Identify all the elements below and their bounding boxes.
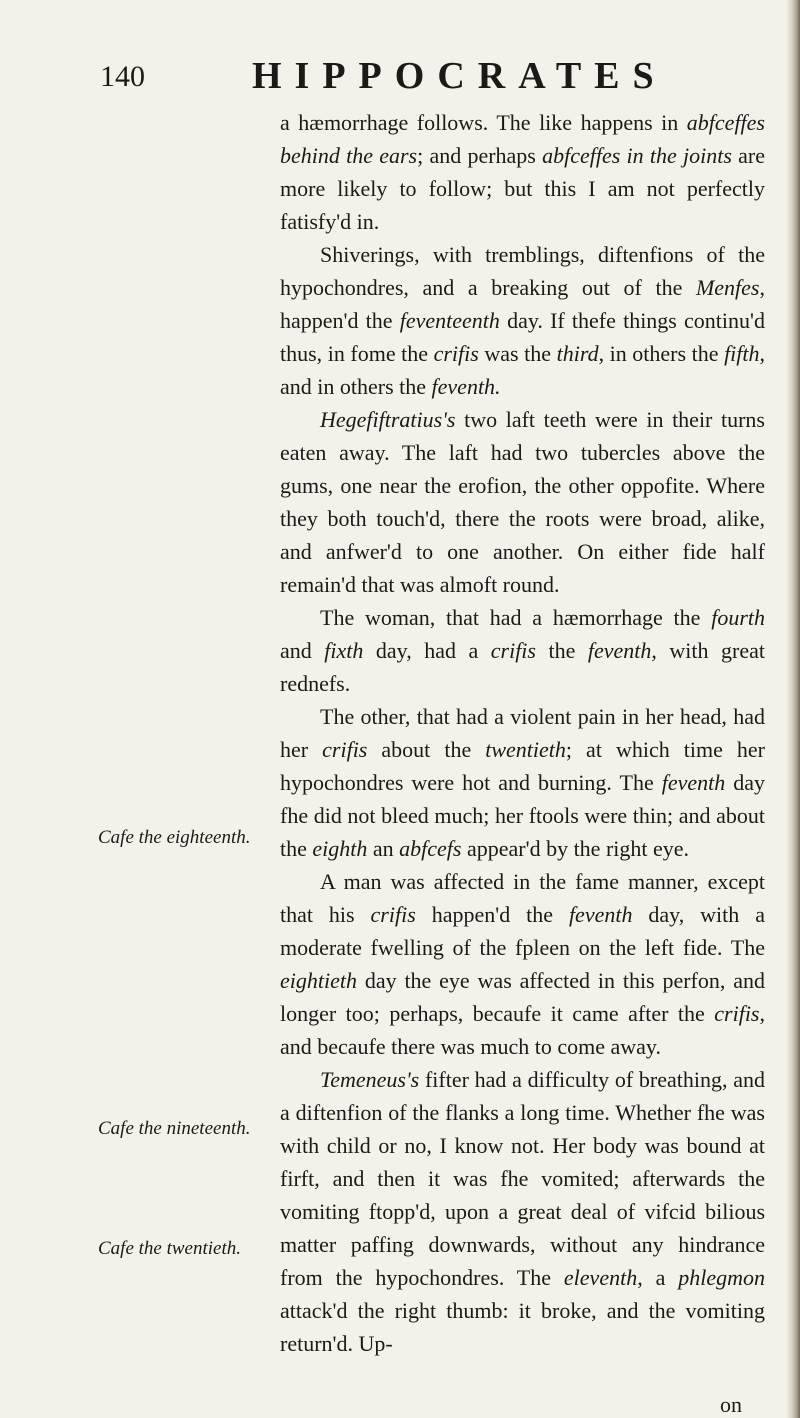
page-number: 140 (100, 60, 145, 93)
side-note-case-20: Cafe the twentieth. (98, 1238, 242, 1259)
paragraph-7: Temeneus's fifter had a difficulty of breathing, and a diftenfion of the flanks a long time. Whether fhe was with child or no, I know not. Her body was bound at firft, and then it was fhe vomited; afterwards the vomiting ftopp'd, upon a great deal of vifcid bilious matter paffing downwards, without any hindrance from the hypochondres. The eleventh, a phlegmon attack'd the right thumb: it broke, and the vomiting return'd. Up- (280, 1067, 765, 1356)
catchword: on (720, 1392, 742, 1417)
paragraph-3: Hegefiftratius's two laft teeth were in their turns eaten away. The laft had two tubercles above the gums, one near the erofion, the other oppofite. Where they both touch'd, there the roots were broad, alike, and anfwer'd to one another. On either fide half remain'd that was almoft round. (280, 407, 765, 597)
side-note-case-19: Cafe the nineteenth. (98, 1118, 251, 1139)
page-header (0, 0, 800, 110)
paragraph-6: A man was affected in the fame manner, except that his crifis happen'd the feventh day, with a moderate fwelling of the fpleen on the left fide. The eightieth day the eye was affected in this perfon, and longer too; perhaps, becaufe it came after the crifis, and becaufe there was much to come away. (280, 869, 765, 1059)
paragraph-1: a hæmorrhage follows. The like happens in abfceffes behind the ears; and perhaps abfceffes in the joints are more likely to follow; but this I am not perfectly fatisfy'd in. (280, 110, 765, 234)
body-text (280, 106, 765, 1360)
paragraph-5: The other, that had a violent pain in her head, had her crifis about the twentieth; at which time her hypochondres were hot and burning. The feventh day fhe did not bleed much; her ftools were thin; and about the eighth an abfcefs appear'd by the right eye. (280, 704, 766, 861)
paragraph-2: Shiverings, with tremblings, diftenfions of the hypochondres, and a breaking out of the Menfes, happen'd the feventeenth day. If thefe things continu'd thus, in fome the crifis was the third, in others the fifth, and in others the feventh. (280, 242, 766, 399)
side-note-case-18: Cafe the eighteenth. (98, 827, 251, 848)
running-head: HIPPOCRATES (252, 55, 667, 97)
paragraph-4: The woman, that had a hæmorrhage the fourth and fixth day, had a crifis the feventh, with great rednefs. (280, 605, 765, 696)
page-edge-shadow (786, 0, 800, 1418)
